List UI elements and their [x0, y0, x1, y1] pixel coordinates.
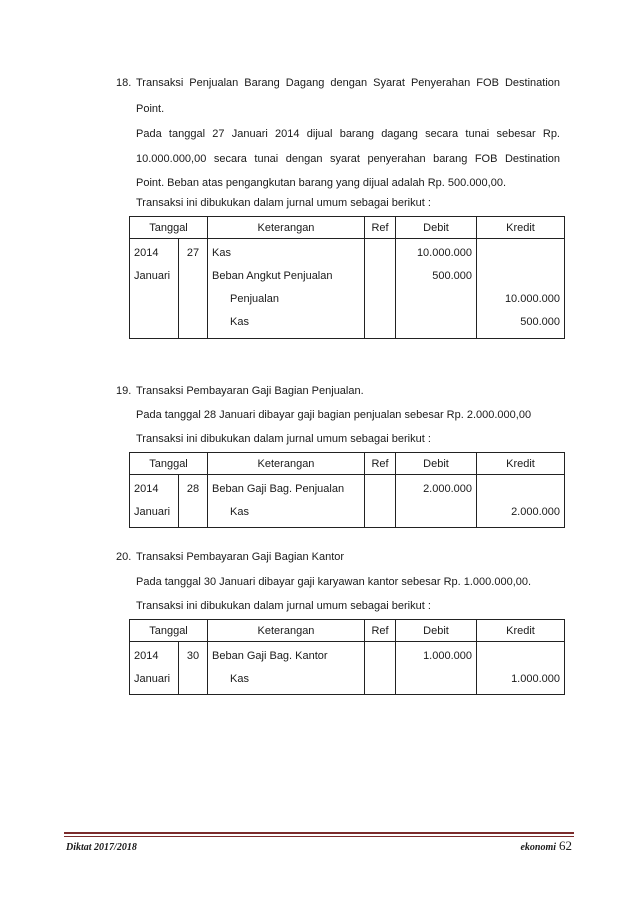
- ref-cell: [365, 642, 396, 695]
- header-tanggal: Tanggal: [130, 217, 208, 239]
- kredit-cell: [477, 475, 565, 528]
- item-number: 18.: [116, 77, 132, 89]
- account: Beban Gaji Bag. Penjualan: [212, 483, 345, 495]
- journal-table: [129, 452, 565, 528]
- account-credit: Kas: [230, 673, 249, 685]
- year: 2014: [134, 247, 159, 259]
- header-tanggal: Tanggal: [130, 453, 208, 475]
- year: 2014: [134, 483, 159, 495]
- kredit-cell: [477, 642, 565, 695]
- header-debit: Debit: [396, 453, 477, 475]
- header-keterangan: Keterangan: [208, 217, 365, 239]
- paragraph-line: Pada tanggal 28 Januari dibayar gaji bagian penjualan sebesar Rp. 2.000.000,00: [136, 409, 532, 421]
- page-number: 62: [559, 838, 572, 853]
- date-month-cell: [130, 239, 179, 339]
- header-keterangan: Keterangan: [208, 620, 365, 642]
- paragraph-line: 10.000.000,00 secara tunai dengan syarat penyerahan barang FOB Destination: [136, 153, 560, 165]
- debit-cell: [396, 475, 477, 528]
- journal-intro: Transaksi ini dibukukan dalam jurnal umum sebagai berikut :: [136, 197, 431, 209]
- amount: 500.000: [520, 316, 560, 328]
- month: Januari: [134, 506, 171, 518]
- keterangan-cell: [208, 475, 365, 528]
- header-ref: Ref: [365, 620, 396, 642]
- item-title: Transaksi Pembayaran Gaji Bagian Kantor: [136, 551, 345, 563]
- amount: 2.000.000: [423, 483, 472, 495]
- amount: 2.000.000: [511, 506, 560, 518]
- account-credit: Kas: [230, 316, 249, 328]
- header-kredit: Kredit: [477, 620, 565, 642]
- account-credit: Penjualan: [230, 293, 279, 305]
- date-month-cell: [130, 642, 179, 695]
- table-row: [130, 239, 565, 339]
- item-title-cont: Point.: [136, 103, 165, 115]
- account: Beban Angkut Penjualan: [212, 270, 333, 282]
- item-title: Transaksi Penjualan Barang Dagang dengan Syarat Penyerahan FOB Destination: [136, 77, 560, 89]
- keterangan-cell: [208, 239, 365, 339]
- month: Januari: [134, 270, 171, 282]
- journal-table: [129, 619, 565, 695]
- header-kredit: Kredit: [477, 217, 565, 239]
- header-ref: Ref: [365, 217, 396, 239]
- amount: 1.000.000: [423, 650, 472, 662]
- header-debit: Debit: [396, 620, 477, 642]
- kredit-cell: [477, 239, 565, 339]
- header-tanggal: Tanggal: [130, 620, 208, 642]
- item-title: Transaksi Pembayaran Gaji Bagian Penjualan.: [136, 385, 364, 397]
- ref-cell: [365, 239, 396, 339]
- table-row: [130, 642, 565, 695]
- item-number: 20.: [116, 551, 132, 563]
- header-debit: Debit: [396, 217, 477, 239]
- year: 2014: [134, 650, 159, 662]
- table-header-row: [130, 453, 565, 475]
- account-credit: Kas: [230, 506, 249, 518]
- debit-cell: [396, 642, 477, 695]
- account: Kas: [212, 247, 231, 259]
- journal-intro: Transaksi ini dibukukan dalam jurnal umum sebagai berikut :: [136, 433, 431, 445]
- amount: 10.000.000: [504, 293, 560, 305]
- account: Beban Gaji Bag. Kantor: [212, 650, 328, 662]
- header-kredit: Kredit: [477, 453, 565, 475]
- amount: 10.000.000: [416, 247, 472, 259]
- table-header-row: [130, 217, 565, 239]
- day-cell: 28: [179, 475, 208, 528]
- header-ref: Ref: [365, 453, 396, 475]
- keterangan-cell: [208, 642, 365, 695]
- paragraph-line: Point. Beban atas pengangkutan barang yang dijual adalah Rp. 500.000,00.: [136, 177, 507, 189]
- date-month-cell: [130, 475, 179, 528]
- ref-cell: [365, 475, 396, 528]
- table-header-row: [130, 620, 565, 642]
- journal-table: [129, 216, 565, 339]
- item-number: 19.: [116, 385, 132, 397]
- day-cell: 27: [179, 239, 208, 339]
- header-keterangan: Keterangan: [208, 453, 365, 475]
- footer-rule: [64, 832, 574, 837]
- footer-page: [490, 838, 572, 854]
- month: Januari: [134, 673, 171, 685]
- journal-intro: Transaksi ini dibukukan dalam jurnal umum sebagai berikut :: [136, 600, 431, 612]
- day-cell: 30: [179, 642, 208, 695]
- footer-subject: ekonomi: [520, 842, 556, 853]
- paragraph-line: Pada tanggal 27 Januari 2014 dijual barang dagang secara tunai sebesar Rp.: [136, 128, 560, 140]
- amount: 1.000.000: [511, 673, 560, 685]
- amount: 500.000: [432, 270, 472, 282]
- paragraph-line: Pada tanggal 30 Januari dibayar gaji karyawan kantor sebesar Rp. 1.000.000,00.: [136, 576, 532, 588]
- footer-title: Diktat 2017/2018: [66, 842, 137, 853]
- debit-cell: [396, 239, 477, 339]
- table-row: [130, 475, 565, 528]
